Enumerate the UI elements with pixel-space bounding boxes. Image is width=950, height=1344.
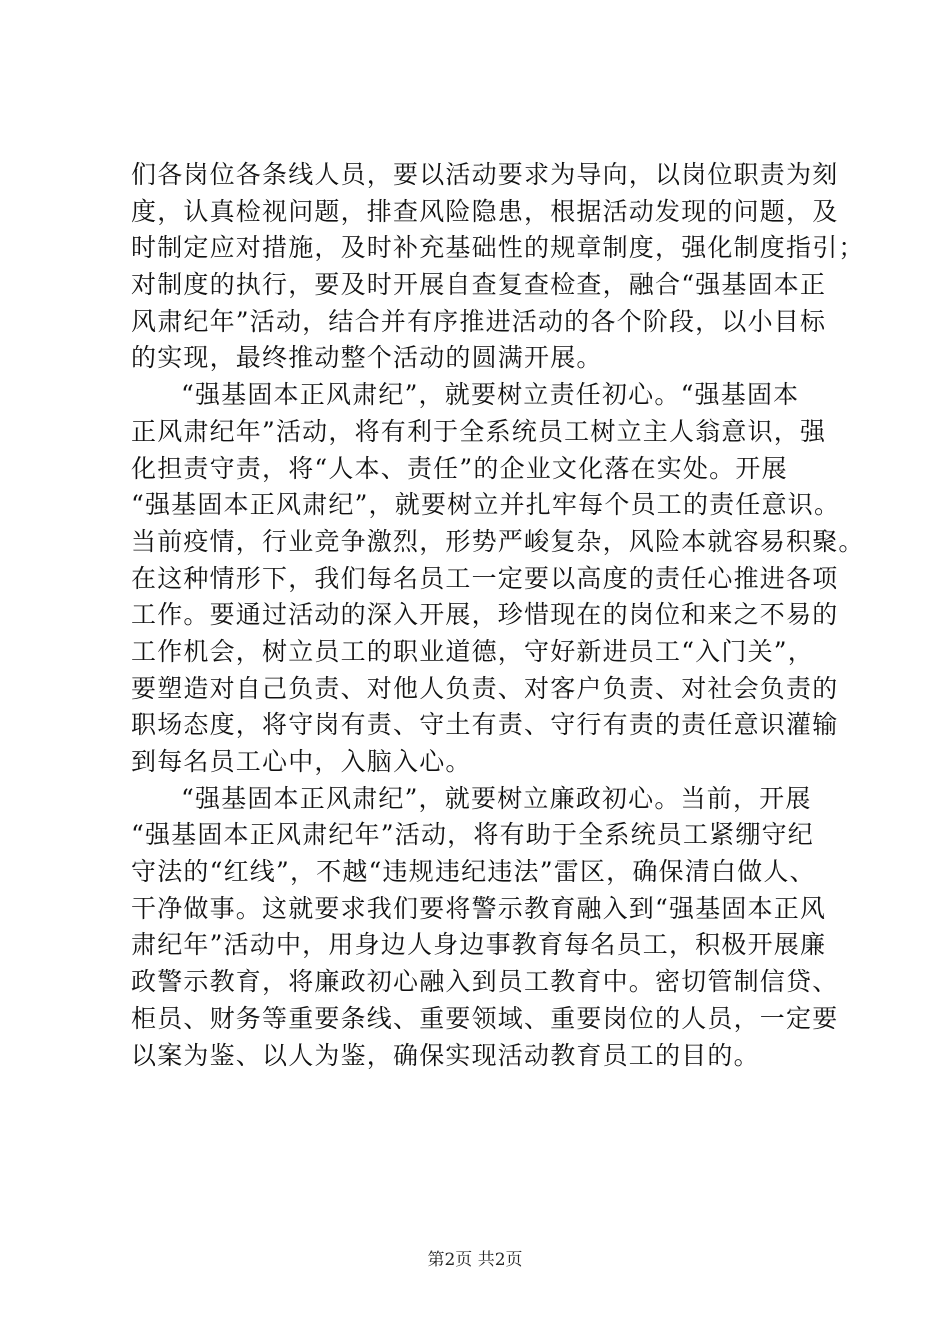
- text-line: 化担责守责，将“人本、责任”的企业文化落在实处。开展: [131, 453, 788, 483]
- text-line: 到每名员工心中，入脑入心。: [131, 747, 472, 776]
- text-line: “强基固本正风肃纪”，就要树立并扎牢每个员工的责任意识。: [131, 490, 841, 520]
- text-line: 肃纪年”活动中，用身边人身边事教育每名员工，积极开展廉: [131, 930, 827, 960]
- text-line: 守法的“红线”，不越“违规违纪违法”雷区，确保清白做人、: [131, 857, 816, 887]
- text-line: 干净做事。这就要求我们要将警示教育融入到“强基固本正风: [131, 893, 827, 923]
- text-line: 职场态度，将守岗有责、守土有责、守行有责的责任意识灌输: [131, 710, 839, 740]
- text-line: 柜员、财务等重要条线、重要领域、重要岗位的人员，一定要: [131, 1003, 839, 1033]
- text-line: 政警示教育，将廉政初心融入到员工教育中。密切管制信贷、: [131, 967, 839, 997]
- text-line: 工作机会，树立员工的职业道德，守好新进员工“入门关”，: [131, 636, 814, 666]
- text-line: 在这种情形下，我们每名员工一定要以高度的责任心推进各项: [131, 563, 839, 593]
- text-line: 时制定应对措施，及时补充基础性的规章制度，强化制度指引；: [131, 233, 865, 263]
- page-footer: 第2页 共2页: [427, 1250, 523, 1270]
- text-line: 正风肃纪年”活动，将有利于全系统员工树立主人翁意识，强: [131, 416, 827, 446]
- text-line: “强基固本正风肃纪年”活动，将有助于全系统员工紧绷守纪: [131, 820, 814, 850]
- paragraph-first-line: “强基固本正风肃纪”，就要树立廉政初心。当前，开展: [181, 783, 812, 813]
- text-line: 度，认真检视问题，排查风险隐患，根据活动发现的问题，及: [131, 196, 839, 226]
- text-line: 对制度的执行，要及时开展自查复查检查，融合“强基固本正: [131, 270, 827, 300]
- text-line: 工作。要通过活动的深入开展，珍惜现在的岗位和来之不易的: [131, 600, 839, 630]
- text-line: 风肃纪年”活动，结合并有序推进活动的各个阶段，以小目标: [131, 306, 827, 336]
- text-line: 要塑造对自己负责、对他人负责、对客户负责、对社会负责的: [131, 673, 839, 703]
- paragraph-first-line: “强基固本正风肃纪”，就要树立责任初心。“强基固本: [181, 380, 800, 410]
- text-line: 以案为鉴、以人为鉴，确保实现活动教育员工的目的。: [131, 1040, 760, 1070]
- document-body: [131, 157, 865, 1074]
- text-line: 当前疫情，行业竞争激烈，形势严峻复杂，风险本就容易积聚。: [131, 526, 865, 556]
- text-line: 们各岗位各条线人员，要以活动要求为导向，以岗位职责为刻: [131, 160, 839, 189]
- text-line: 的实现，最终推动整个活动的圆满开展。: [131, 343, 603, 373]
